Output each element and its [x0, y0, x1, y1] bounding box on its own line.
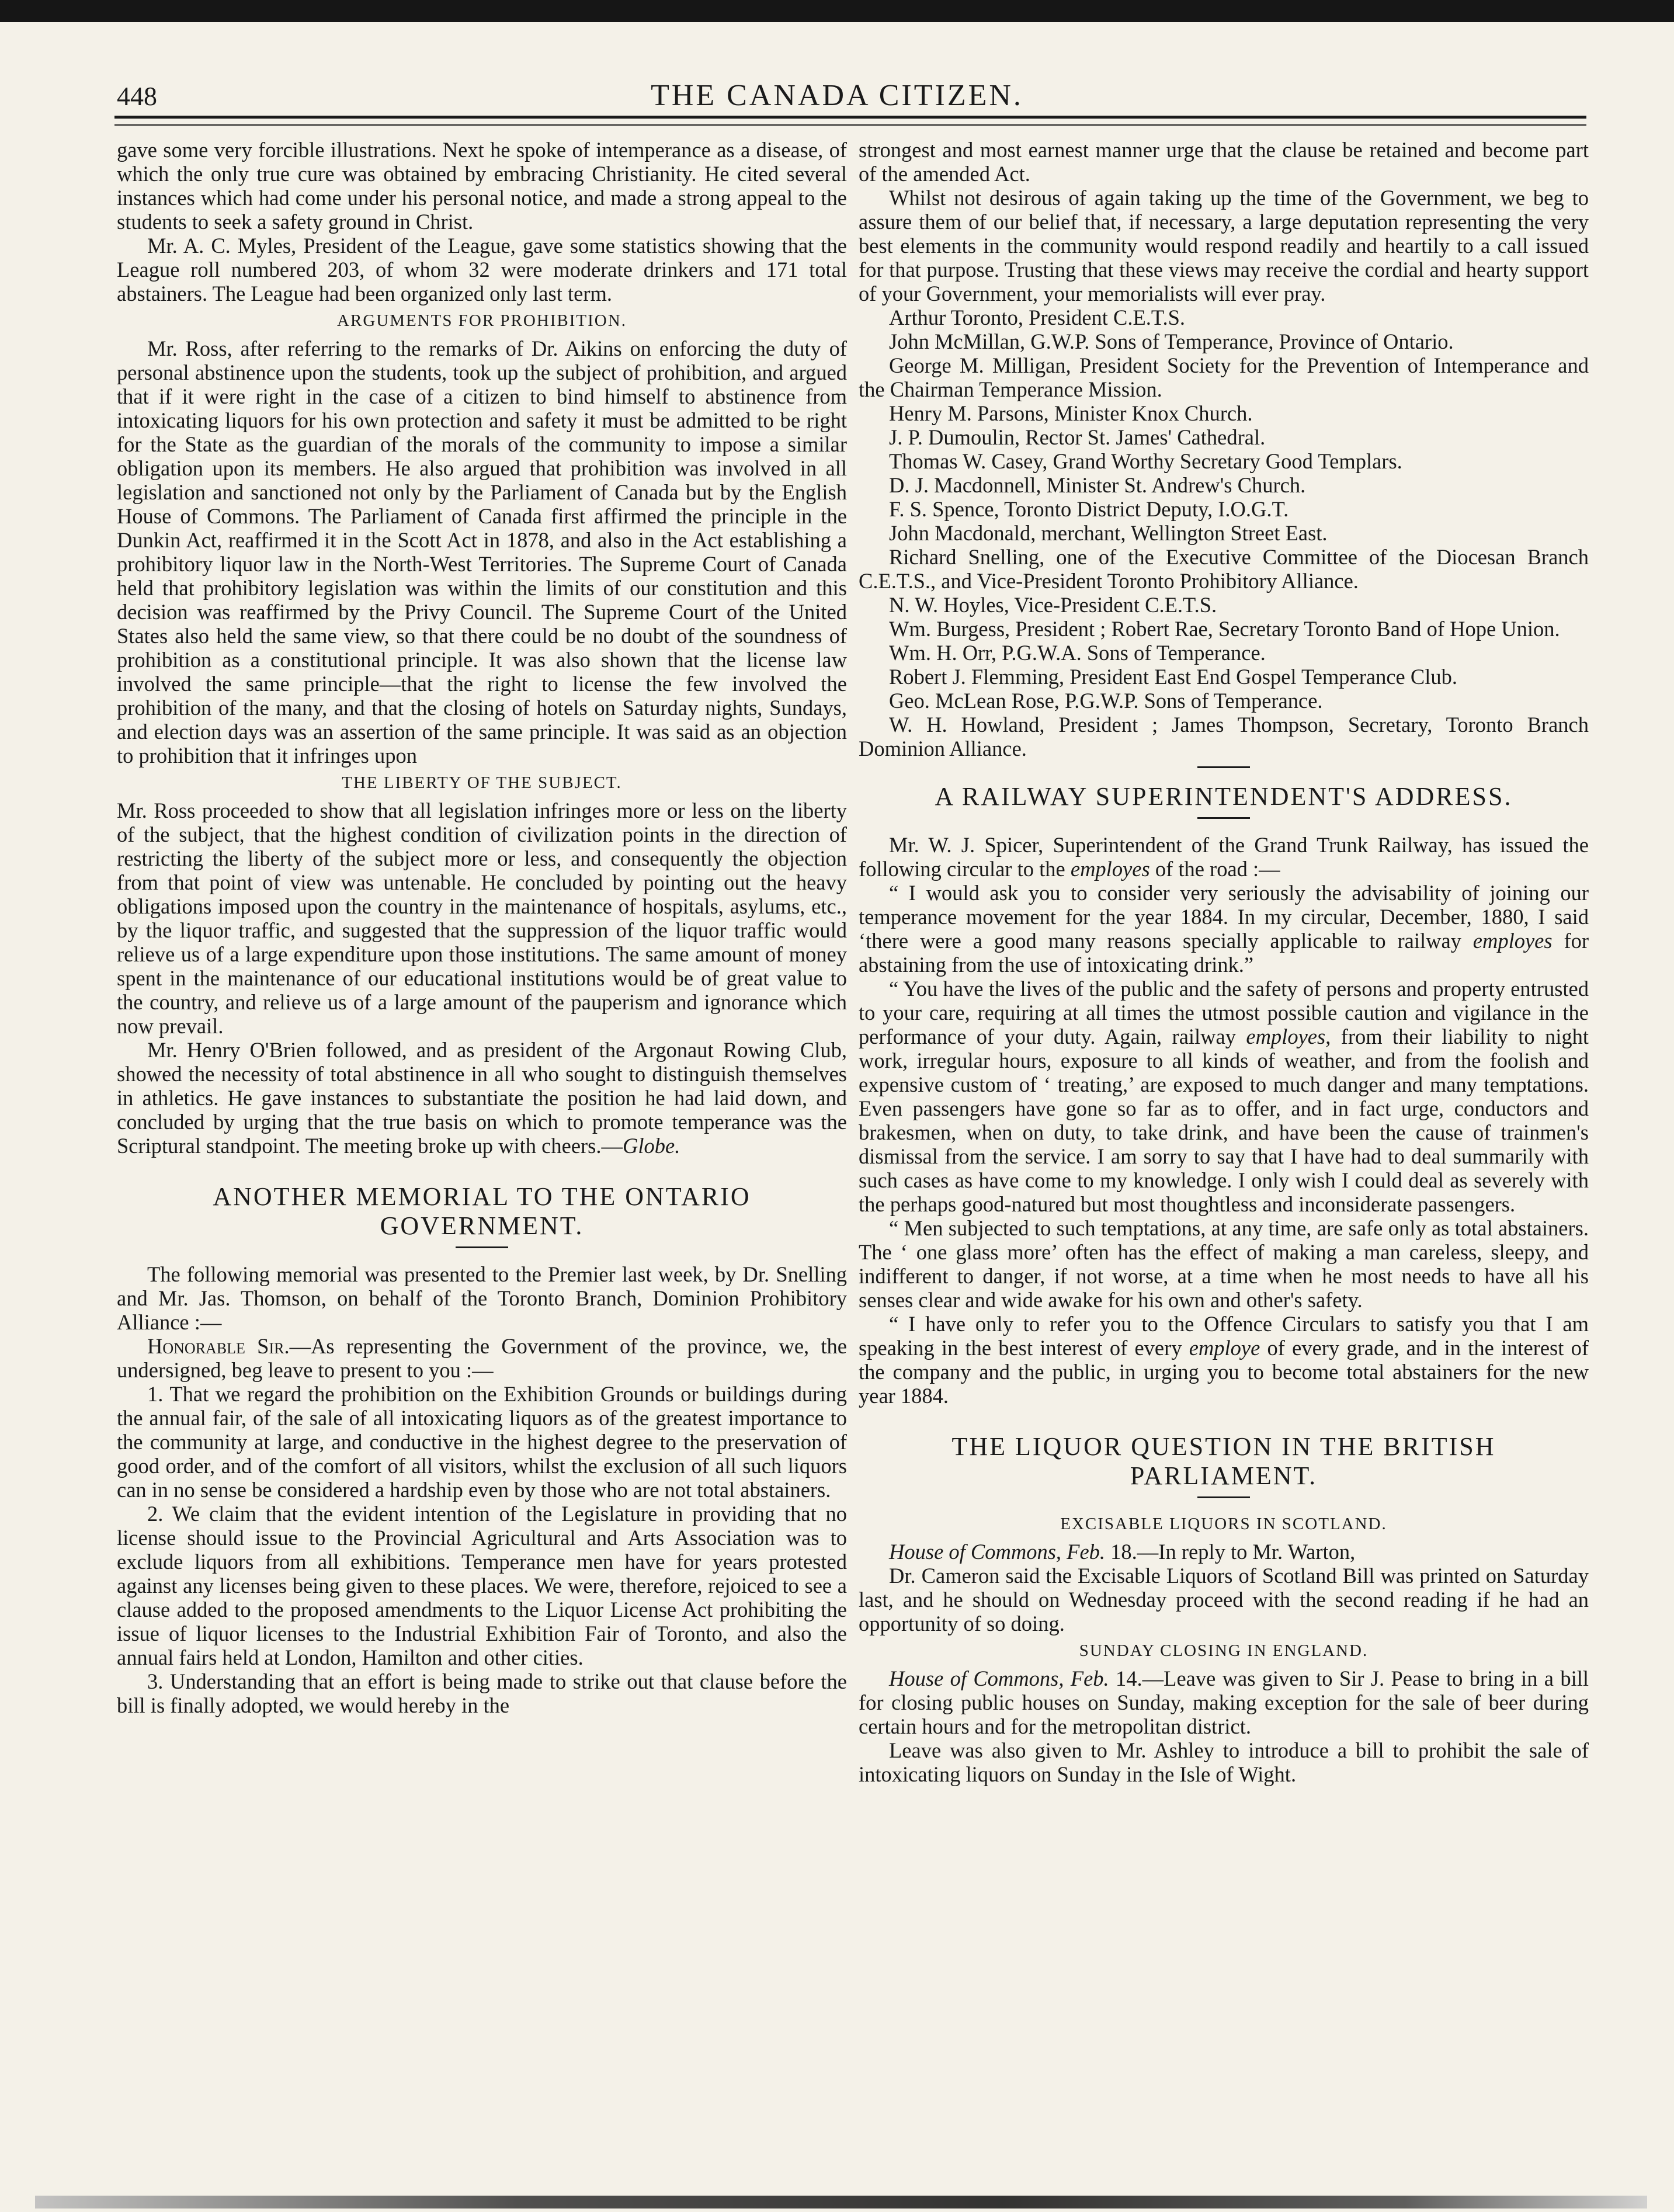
paragraph — [859, 1540, 1589, 1564]
paragraph-text: “ I have only to refer you to the Offence Circulars to satisfy you that I am speaking in the best interest of every — [859, 1312, 1589, 1360]
section-subhead: THE LIBERTY OF THE SUBJECT. — [342, 773, 622, 792]
paragraph: strongest and most earnest manner urge that the clause be retained and become part of the amended Act. — [859, 138, 1589, 186]
paragraph — [859, 1666, 1589, 1738]
right-column — [859, 138, 1589, 2159]
header-rule — [114, 116, 1586, 126]
signatory: F. S. Spence, Toronto District Deputy, I.O.G.T. — [889, 497, 1289, 521]
paragraph-text: of the road :— — [1149, 857, 1280, 881]
numbered-paragraph: 1. That we regard the prohibition on the Exhibition Grounds or buildings during the annual fair, of the sale of all intoxicating liquors as of the greatest importance to the community at large, and conductive in the highest degree to the preservation of good order, and of the comfort of all visitors, whilst the exclusion of all such liquors can in no sense be considered a hardship even by those who are not total abstainers. — [117, 1382, 847, 1502]
paragraph: Leave was also given to Mr. Ashley to introduce a bill to prohibit the sale of intoxicating liquors on Sunday in the Isle of Wight. — [859, 1738, 1589, 1786]
paragraph: Whilst not desirous of again taking up the time of the Government, we beg to assure them of our belief that, if necessary, a large deputation representing the very best elements in the community would respond readily and heartily to a call issued for that purpose. Trusting that these views may receive the cordial and hearty support of your Government, your memorialists will ever pray. — [859, 186, 1589, 305]
article-headline: THE LIQUOR QUESTION IN THE BRITISH PARLIAMENT. — [951, 1432, 1496, 1490]
paragraph — [859, 1312, 1589, 1408]
paragraph-text: Mr. W. J. Spicer, Superintendent of the Grand Trunk Railway, has issued the following circular to the — [859, 833, 1589, 881]
article-headline: A RAILWAY SUPERINTENDENT'S ADDRESS. — [935, 782, 1513, 811]
signatory: Robert J. Flemming, President East End Gospel Temperance Club. — [889, 665, 1457, 689]
headline-rule — [1197, 817, 1250, 819]
emphasis: employes — [1070, 857, 1150, 881]
page-number: 448 — [117, 81, 157, 111]
section-subhead: SUNDAY CLOSING IN ENGLAND. — [1079, 1641, 1369, 1660]
paragraph — [117, 1334, 847, 1382]
scan-bottom-edge — [35, 2196, 1647, 2208]
scan-top-edge — [0, 0, 1674, 22]
paragraph-text: for abstaining from the use of intoxicating drink.” — [859, 929, 1589, 977]
paragraph-text: 18.—In reply to Mr. Warton, — [1105, 1540, 1356, 1564]
paragraph-text: “ I would ask you to consider very seriously the advisability of joining our temperance movement for the year 1884. In my circular, December, 1880, I said ‘there were a good many reasons specially applicable to railway — [859, 881, 1589, 953]
paragraph: gave some very forcible illustrations. Next he spoke of intemperance as a disease, of which the only true cure was obtained by embracing Christianity. He cited several instances which had come under his personal notice, and made a strong appeal to the students to seek a safety ground in Christ. — [117, 138, 847, 234]
article-headline: ANOTHER MEMORIAL TO THE ONTARIO GOVERNMENT. — [213, 1182, 751, 1240]
paragraph-text: , from their liability to night work, irregular hours, exposure to all kinds of weather, and from the foolish and expensive custom of ‘ treating,’ are exposed to much danger and many temptations. Even passengers have gone so far as to offer, and in fact urge, conductors and brakesmen, when on duty, to take drink, and have been the cause of trainmen's dismissal from the service. I am sorry to say that I have had to deal summarily with such cases as have come to my knowledge. I only wish I could deal as severely with the perhaps good-natured but most thoughtless and inconsiderate passengers. — [859, 1025, 1589, 1216]
signatory: Geo. McLean Rose, P.G.W.P. Sons of Temperance. — [889, 689, 1323, 713]
signatory: N. W. Hoyles, Vice-President C.E.T.S. — [889, 593, 1217, 617]
numbered-paragraph: 2. We claim that the evident intention of the Legislature in providing that no license should issue to the Provincial Agricultural and Arts Association was to exclude liquors from all exhibitions. Temperance men have for years protested against any licenses being given to these places. We were, therefore, rejoiced to see a clause added to the proposed amendments to the Liquor License Act prohibiting the issue of liquor licenses to the Industrial Exhibition Fair of Toronto, and also the annual fairs held at London, Hamilton and other cities. — [117, 1502, 847, 1669]
signatory: George M. Milligan, President Society for the Prevention of Intemperance and the Chairman Temperance Mission. — [859, 353, 1589, 401]
signatory: W. H. Howland, President ; James Thompson, Secretary, Toronto Branch Dominion Alliance. — [859, 713, 1589, 761]
source-credit: Globe. — [623, 1134, 680, 1158]
paragraph: “ Men subjected to such temptations, at any time, are safe only as total abstainers. The ‘ one glass more’ often has the effect of making a man careless, sleepy, and indifferent to danger, if not worse, at a time when he most needs to have all his senses clear and wide awake for his own and other's safety. — [859, 1216, 1589, 1312]
signatory: Arthur Toronto, President C.E.T.S. — [889, 305, 1186, 329]
paragraph-text: “ You have the lives of the public and the safety of persons and property entrusted to your care, requiring at all times the utmost possible caution and vigilance in the performance of your duty. Again, railway — [859, 977, 1589, 1048]
headline-rule — [1197, 1496, 1250, 1498]
emphasis: employe — [1189, 1336, 1260, 1360]
paragraph: The following memorial was presented to the Premier last week, by Dr. Snelling and Mr. Jas. Thomson, on behalf of the Toronto Branch, Dominion Prohibitory Alliance :— — [117, 1262, 847, 1334]
signatory: Richard Snelling, one of the Executive Committee of the Diocesan Branch C.E.T.S., and Vice-President Toronto Prohibitory Alliance. — [859, 545, 1589, 593]
paragraph: Mr. A. C. Myles, President of the League, gave some statistics showing that the League roll numbered 203, of whom 32 were moderate drinkers and 171 total abstainers. The League had been organized only last term. — [117, 234, 847, 305]
signatory: D. J. Macdonnell, Minister St. Andrew's Church. — [889, 473, 1306, 497]
signatory: Wm. Burgess, President ; Robert Rae, Secretary Toronto Band of Hope Union. — [889, 617, 1560, 641]
emphasis: employes — [1472, 929, 1553, 953]
paragraph — [859, 881, 1589, 977]
emphasis: employes — [1246, 1025, 1326, 1048]
numbered-paragraph: 3. Understanding that an effort is being made to strike out that clause before the bill is finally adopted, we would hereby in the — [117, 1669, 847, 1717]
signatory: Thomas W. Casey, Grand Worthy Secretary Good Templars. — [889, 449, 1402, 473]
paragraph — [859, 833, 1589, 881]
left-column — [117, 138, 847, 2159]
signatory: John McMillan, G.W.P. Sons of Temperance, Province of Ontario. — [889, 329, 1454, 353]
section-subhead: ARGUMENTS FOR PROHIBITION. — [337, 311, 627, 330]
paragraph-text: Mr. Henry O'Brien followed, and as president of the Argonaut Rowing Club, showed the necessity of total abstinence in all who sought to distinguish themselves in athletics. He gave instances to substantiate the position he had laid down, and concluded by urging that the true basis on which to promote temperance was the Scriptural standpoint. The meeting broke up with cheers.— — [117, 1038, 847, 1158]
paragraph: Dr. Cameron said the Excisable Liquors of Scotland Bill was printed on Saturday last, and he should on Wednesday proceed with the second reading if he had an opportunity of so doing. — [859, 1564, 1589, 1635]
paragraph-text: of every grade, and in the interest of the company and the public, in urging you to become total abstainers for the new year 1884. — [859, 1336, 1589, 1408]
paragraph: Mr. Ross proceeded to show that all legislation infringes more or less on the liberty of the subject, that the highest condition of civilization points in the direction of restricting the liberty of the subject more or less, and consequently the objection from that point of view was untenable. He concluded by pointing out the heavy obligations imposed upon the country in the maintenance of hospitals, asylums, etc., by the liquor traffic, and suggested that the suppression of the liquor traffic would relieve us of a large expenditure upon those institutions. The same amount of money spent in the maintenance of our educational institutions would be of great value to the country, and relieve us of a large amount of the pauperism and ignorance which now prevail. — [117, 798, 847, 1038]
signatory: J. P. Dumoulin, Rector St. James' Cathedral. — [889, 425, 1266, 449]
signatory: Wm. H. Orr, P.G.W.A. Sons of Temperance. — [889, 641, 1266, 665]
paragraph — [117, 1038, 847, 1158]
section-rule — [1197, 766, 1250, 768]
running-head: THE CANADA CITIZEN. — [651, 79, 1023, 112]
paragraph-text: 14.—Leave was given to Sir J. Pease to bring in a bill for closing public houses on Sunday, making exception for the sale of beer during certain hours and for the metropolitan district. — [859, 1666, 1589, 1738]
signatory: John Macdonald, merchant, Wellington Street East. — [889, 521, 1328, 545]
paragraph: Mr. Ross, after referring to the remarks of Dr. Aikins on enforcing the duty of personal abstinence upon the students, took up the subject of prohibition, and argued that if it were right in the case of a citizen to bind himself to abstinence from intoxicating liquors for his own protection and safety it must be admitted to be right for the State as the guardian of the morals of the community to impose a similar obligation upon its members. He also argued that prohibition was involved in all legislation and sanctioned not only by the Parliament of Canada but by the English House of Commons. The Parliament of Canada first affirmed the principle in the Dunkin Act, reaffirmed it in the Scott Act in 1878, and also in the Act establishing a prohibitory liquor law in the North-West Territories. The Supreme Court of Canada held that prohibitory legislation was within the limits of our constitution and this decision was reaffirmed by the Privy Council. The Supreme Court of the United States also held the same view, so that there could be no doubt of the soundness of prohibition as a constitutional principle. It was also shown that the license law involved the same principle—that the right to license the few involved the prohibition of the many, and that the closing of hotels on Saturday nights, Sundays, and election days was an assertion of the same principle. It was said as an objection to prohibition that it infringes upon — [117, 336, 847, 768]
section-subhead: EXCISABLE LIQUORS IN SCOTLAND. — [1060, 1515, 1387, 1533]
salutation: Honorable Sir. — [147, 1334, 290, 1358]
paragraph-text: —As representing the Government of the province, we, the undersigned, beg leave to present to you :— — [117, 1334, 847, 1382]
emphasis: House of Commons, Feb. — [889, 1540, 1106, 1564]
signatory-list — [859, 305, 1589, 761]
emphasis: House of Commons, Feb. — [889, 1666, 1109, 1690]
signatory: Henry M. Parsons, Minister Knox Church. — [889, 401, 1253, 425]
headline-rule — [456, 1246, 508, 1248]
paragraph — [859, 977, 1589, 1216]
